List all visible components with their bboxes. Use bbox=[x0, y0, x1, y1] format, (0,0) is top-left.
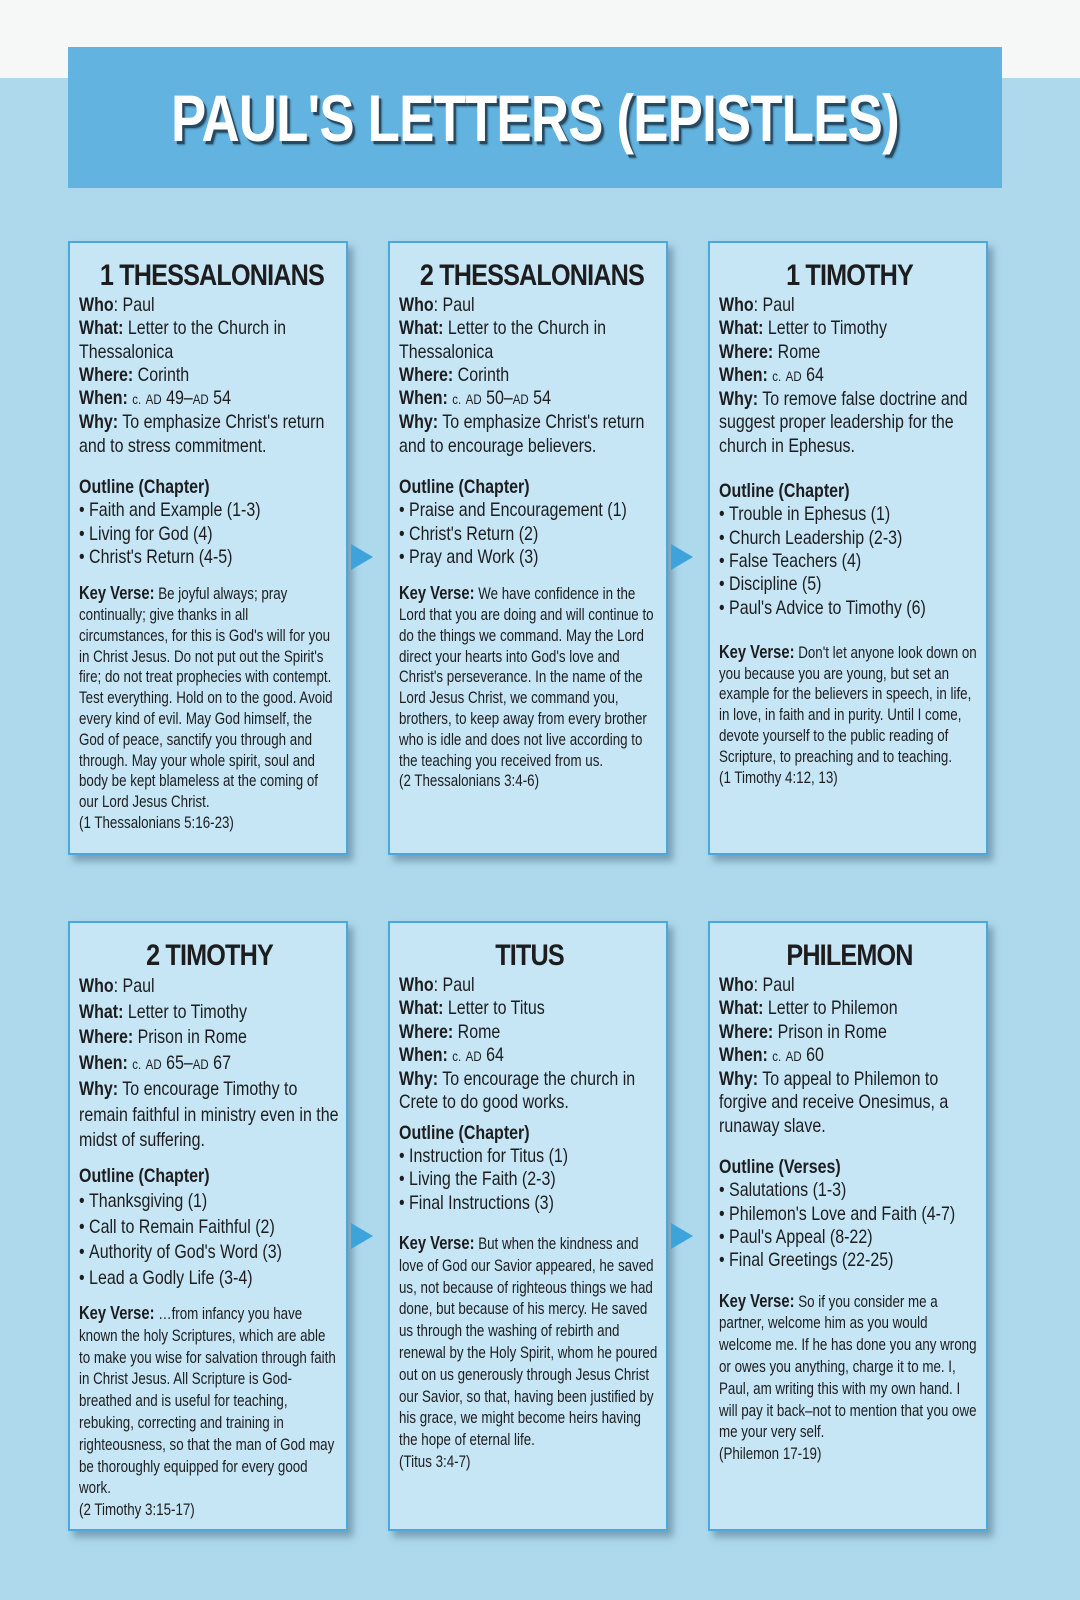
where-label: Where: bbox=[399, 363, 454, 386]
card-philemon bbox=[708, 921, 988, 1531]
why-label: Why: bbox=[399, 411, 439, 434]
outline-item: • Lead a Godly Life (3-4) bbox=[79, 1266, 340, 1292]
arrow-right-icon bbox=[351, 1223, 373, 1249]
what-label: What: bbox=[79, 1000, 124, 1023]
book-title: TITUS bbox=[495, 939, 564, 972]
arrow-right-icon bbox=[351, 544, 373, 570]
why-label: Why: bbox=[79, 1078, 119, 1100]
outline-item: • Thanksgiving (1) bbox=[79, 1189, 340, 1215]
key-verse-label: Key Verse: bbox=[399, 583, 475, 604]
when-label: When: bbox=[399, 387, 448, 410]
where-value: Rome bbox=[777, 340, 821, 363]
who-label: Who bbox=[719, 974, 754, 996]
when-circa: c. bbox=[772, 1047, 782, 1064]
when-circa: c. bbox=[132, 391, 142, 408]
where-label: Where: bbox=[79, 1026, 134, 1048]
what-label: What: bbox=[719, 997, 764, 1020]
who-label: Who bbox=[399, 974, 434, 996]
why-value: To encourage Timothy to remain faithful in ministry even in the midst of suffering. bbox=[79, 1078, 339, 1151]
book-title: 2 TIMOTHY bbox=[146, 939, 273, 972]
when-year-end: 67 bbox=[213, 1051, 231, 1074]
why-label: Why: bbox=[719, 388, 759, 411]
key-verse bbox=[399, 583, 660, 792]
outline-section bbox=[79, 476, 340, 569]
when-year-start: 64 bbox=[806, 363, 824, 386]
outline-item: • Authority of God's Word (3) bbox=[79, 1240, 340, 1266]
card-1-timothy bbox=[708, 241, 988, 855]
when-year-start: 60 bbox=[806, 1043, 824, 1066]
when-ad: AD bbox=[145, 391, 162, 408]
when-ad: AD bbox=[145, 1055, 162, 1072]
outline-item: • Church Leadership (2-3) bbox=[719, 527, 980, 550]
arrow-right-icon bbox=[671, 544, 693, 570]
book-info: Who: Paul What: Letter to Titus Where: Rome When: c. AD 64 Why: To encourage the church in Crete to do good works. bbox=[399, 974, 636, 1114]
key-verse bbox=[79, 1303, 340, 1522]
key-verse-reference: (1 Timothy 4:12, 13) bbox=[719, 768, 838, 787]
why-label: Why: bbox=[79, 411, 119, 434]
who-label: Who bbox=[79, 975, 114, 997]
when-ad: AD bbox=[785, 1047, 802, 1064]
outline-list bbox=[719, 503, 980, 619]
what-value: Letter to the Church in Thessalonica bbox=[79, 317, 287, 363]
book-info: Who: Paul What: Letter to the Church in Thessalonica Where: Corinth When: c. AD 50–AD 54 Why: To emphasize Christ's return and to encourage believers. bbox=[399, 294, 645, 457]
key-verse bbox=[79, 583, 340, 834]
when-circa: c. bbox=[132, 1055, 142, 1072]
card-1-thessalonians bbox=[68, 241, 348, 855]
when-year-start: 50 bbox=[486, 387, 504, 410]
key-verse bbox=[399, 1233, 660, 1474]
arrow-right-icon bbox=[671, 1223, 693, 1249]
outline-section bbox=[79, 1164, 340, 1292]
book-info: Who: Paul What: Letter to Timothy Where: Rome When: c. AD 64 Why: To remove false doctrine and suggest proper leadership for the church in Ephesus. bbox=[719, 294, 968, 457]
what-value: Letter to Titus bbox=[447, 997, 545, 1020]
outline-item: • Discipline (5) bbox=[719, 573, 980, 596]
when-ad-end: AD bbox=[512, 391, 529, 408]
outline-item: • Salutations (1-3) bbox=[719, 1179, 980, 1202]
key-verse-reference: (1 Thessalonians 5:16-23) bbox=[79, 814, 234, 833]
card-titus bbox=[388, 921, 668, 1531]
key-verse-label: Key Verse: bbox=[79, 583, 155, 604]
outline-title: Outline (Chapter) bbox=[79, 476, 210, 499]
who-value: Paul bbox=[442, 294, 475, 316]
what-value: Letter to Timothy bbox=[127, 1000, 247, 1023]
when-label: When: bbox=[719, 1043, 768, 1066]
outline-item: • Paul's Appeal (8-22) bbox=[719, 1226, 980, 1249]
key-verse-text: Don't let anyone look down on you because you are young, but set an example for the believers in speech, in life, in love, in faith and in purity. Until I come, devote yourself to the public reading of Scripture, to preaching and to teaching. bbox=[719, 643, 977, 766]
who-value: Paul bbox=[762, 974, 795, 996]
page-title: PAUL'S LETTERS (EPISTLES) bbox=[171, 80, 899, 155]
why-value: To emphasize Christ's return and to encourage believers. bbox=[399, 411, 645, 457]
outline-item: • Philemon's Love and Faith (4-7) bbox=[719, 1203, 980, 1226]
outline-list bbox=[719, 1179, 980, 1272]
what-value: Letter to Philemon bbox=[767, 997, 898, 1020]
when-label: When: bbox=[79, 1051, 128, 1074]
outline-section bbox=[719, 1156, 980, 1272]
key-verse-text: We have confidence in the Lord that you are doing and will continue to do the things we command. May the Lord direct your hearts into God's love and Christ's perseverance. In the name of the Lord Jesus Christ, we command you, brothers, to keep away from every brother who is idle and does not live according to the teaching you received from us. bbox=[399, 585, 654, 770]
outline-item: • Christ's Return (2) bbox=[399, 523, 660, 546]
where-label: Where: bbox=[399, 1020, 454, 1043]
outline-section bbox=[399, 476, 660, 569]
key-verse-text: …from infancy you have known the holy Scriptures, which are able to make you wise for salvation through faith in Christ Jesus. All Scripture is God-breathed and is useful for teaching, rebuking, correcting and training in righteousness, so that the man of God may be thoroughly equipped for every good work. bbox=[79, 1305, 336, 1498]
when-label: When: bbox=[79, 387, 128, 410]
when-circa: c. bbox=[452, 1047, 462, 1064]
key-verse-label: Key Verse: bbox=[719, 641, 795, 662]
where-value: Prison in Rome bbox=[777, 1020, 887, 1043]
book-title: PHILEMON bbox=[786, 939, 913, 972]
outline-item: • Pray and Work (3) bbox=[399, 546, 660, 569]
book-info: Who: Paul What: Letter to Timothy Where: Prison in Rome When: c. AD 65–AD 67 Why: To encourage Timothy to remain faithful in ministry even in the midst of suffering. bbox=[79, 975, 339, 1151]
key-verse bbox=[719, 1291, 980, 1466]
when-ad: AD bbox=[785, 367, 802, 384]
outline-title: Outline (Chapter) bbox=[79, 1164, 210, 1187]
outline-title: Outline (Chapter) bbox=[399, 476, 530, 499]
why-label: Why: bbox=[399, 1068, 439, 1091]
key-verse-reference: (2 Timothy 3:15-17) bbox=[79, 1501, 195, 1520]
when-circa: c. bbox=[452, 391, 462, 408]
why-value: To remove false doctrine and suggest proper leadership for the church in Ephesus. bbox=[719, 388, 968, 457]
key-verse-label: Key Verse: bbox=[399, 1232, 475, 1253]
where-value: Rome bbox=[457, 1020, 501, 1043]
who-label: Who bbox=[399, 294, 434, 316]
who-value: Paul bbox=[122, 975, 155, 997]
who-label: Who bbox=[719, 294, 754, 316]
when-year-start: 65 bbox=[166, 1051, 184, 1074]
outline-item: • Instruction for Titus (1) bbox=[399, 1145, 660, 1168]
card-2-thessalonians bbox=[388, 241, 668, 855]
book-title: 2 THESSALONIANS bbox=[419, 259, 644, 292]
why-value: To encourage the church in Crete to do good works. bbox=[399, 1068, 636, 1114]
why-label: Why: bbox=[719, 1068, 759, 1091]
outline-item: • Final Instructions (3) bbox=[399, 1192, 660, 1215]
outline-item: • False Teachers (4) bbox=[719, 550, 980, 573]
what-label: What: bbox=[399, 317, 444, 340]
why-value: To appeal to Philemon to forgive and receive Onesimus, a runaway slave. bbox=[719, 1068, 949, 1137]
when-year-end: 54 bbox=[533, 387, 551, 410]
key-verse-reference: (Titus 3:4-7) bbox=[399, 1452, 471, 1471]
outline-title: Outline (Chapter) bbox=[399, 1121, 530, 1144]
key-verse-label: Key Verse: bbox=[719, 1290, 795, 1311]
key-verse-reference: (2 Thessalonians 3:4-6) bbox=[399, 772, 540, 791]
when-year-start: 49 bbox=[166, 387, 184, 410]
why-value: To emphasize Christ's return and to stress commitment. bbox=[79, 411, 325, 457]
outline-list bbox=[399, 1145, 660, 1215]
key-verse-text: So if you consider me a partner, welcome him as you would welcome me. If he has done you any wrong or owes you anything, charge it to me. I, Paul, am writing this with my own hand. I will pay it back–not to mention that you owe me your very self. bbox=[719, 1292, 977, 1442]
book-info: Who: Paul What: Letter to the Church in Thessalonica Where: Corinth When: c. AD 49–AD 54 Why: To emphasize Christ's return and to stress commitment. bbox=[79, 294, 325, 457]
outline-title: Outline (Chapter) bbox=[719, 480, 850, 503]
outline-item: • Paul's Advice to Timothy (6) bbox=[719, 597, 980, 620]
outline-item: • Faith and Example (1-3) bbox=[79, 499, 340, 522]
where-value: Corinth bbox=[137, 363, 190, 386]
when-ad-end: AD bbox=[192, 1055, 209, 1072]
who-value: Paul bbox=[442, 974, 475, 996]
what-value: Letter to the Church in Thessalonica bbox=[399, 317, 607, 363]
what-label: What: bbox=[719, 317, 764, 340]
outline-list bbox=[79, 1189, 340, 1291]
book-title: 1 TIMOTHY bbox=[786, 259, 913, 292]
key-verse-reference: (Philemon 17-19) bbox=[719, 1445, 822, 1464]
when-label: When: bbox=[719, 363, 768, 386]
when-label: When: bbox=[399, 1043, 448, 1066]
key-verse bbox=[719, 642, 980, 789]
outline-item: • Trouble in Ephesus (1) bbox=[719, 503, 980, 526]
book-info: Who: Paul What: Letter to Philemon Where: Prison in Rome When: c. AD 60 Why: To appeal to Philemon to forgive and receive Onesimus, a runaway slave. bbox=[719, 974, 949, 1137]
outline-item: • Call to Remain Faithful (2) bbox=[79, 1215, 340, 1241]
what-label: What: bbox=[79, 317, 124, 340]
who-value: Paul bbox=[762, 294, 795, 316]
outline-item: • Living for God (4) bbox=[79, 523, 340, 546]
when-ad-end: AD bbox=[192, 391, 209, 408]
key-verse-text: But when the kindness and love of God our Savior appeared, he saved us, not because of righteous things we had done, but because of his mercy. He saved us through the washing of rebirth and renewal by the Holy Spirit, whom he poured out on us generously through Jesus Christ our Savior, so that, having been justified by his grace, we might become heirs having the hope of eternal life. bbox=[399, 1234, 658, 1450]
book-title: 1 THESSALONIANS bbox=[99, 259, 324, 292]
key-verse-text: Be joyful always; pray continually; give thanks in all circumstances, for this is God's will for you in Christ Jesus. Do not put out the Spirit's fire; do not treat prophecies with contempt. Test everything. Hold on to the good. Avoid every kind of evil. May God himself, the God of peace, sanctify you through and through. May your whole spirit, soul and body be kept blameless at the coming of our Lord Jesus Christ. bbox=[79, 585, 333, 812]
card-2-timothy bbox=[68, 921, 348, 1531]
where-value: Prison in Rome bbox=[137, 1026, 247, 1048]
when-ad: AD bbox=[465, 1047, 482, 1064]
who-value: Paul bbox=[122, 294, 155, 316]
where-label: Where: bbox=[79, 363, 134, 386]
outline-list bbox=[399, 499, 660, 569]
outline-item: • Final Greetings (22-25) bbox=[719, 1249, 980, 1272]
when-circa: c. bbox=[772, 367, 782, 384]
when-year-start: 64 bbox=[486, 1043, 504, 1066]
who-label: Who bbox=[79, 294, 114, 316]
where-value: Corinth bbox=[457, 363, 510, 386]
key-verse-label: Key Verse: bbox=[79, 1303, 155, 1323]
outline-item: • Praise and Encouragement (1) bbox=[399, 499, 660, 522]
where-label: Where: bbox=[719, 1020, 774, 1043]
when-ad: AD bbox=[465, 391, 482, 408]
what-label: What: bbox=[399, 997, 444, 1020]
outline-item: • Living the Faith (2-3) bbox=[399, 1168, 660, 1191]
outline-item: • Christ's Return (4-5) bbox=[79, 546, 340, 569]
outline-section bbox=[399, 1122, 660, 1215]
outline-title: Outline (Verses) bbox=[719, 1156, 841, 1179]
outline-list bbox=[79, 499, 340, 569]
outline-section bbox=[719, 480, 980, 620]
what-value: Letter to Timothy bbox=[767, 317, 887, 340]
title-band bbox=[68, 47, 1002, 188]
where-label: Where: bbox=[719, 340, 774, 363]
when-year-end: 54 bbox=[213, 387, 231, 410]
